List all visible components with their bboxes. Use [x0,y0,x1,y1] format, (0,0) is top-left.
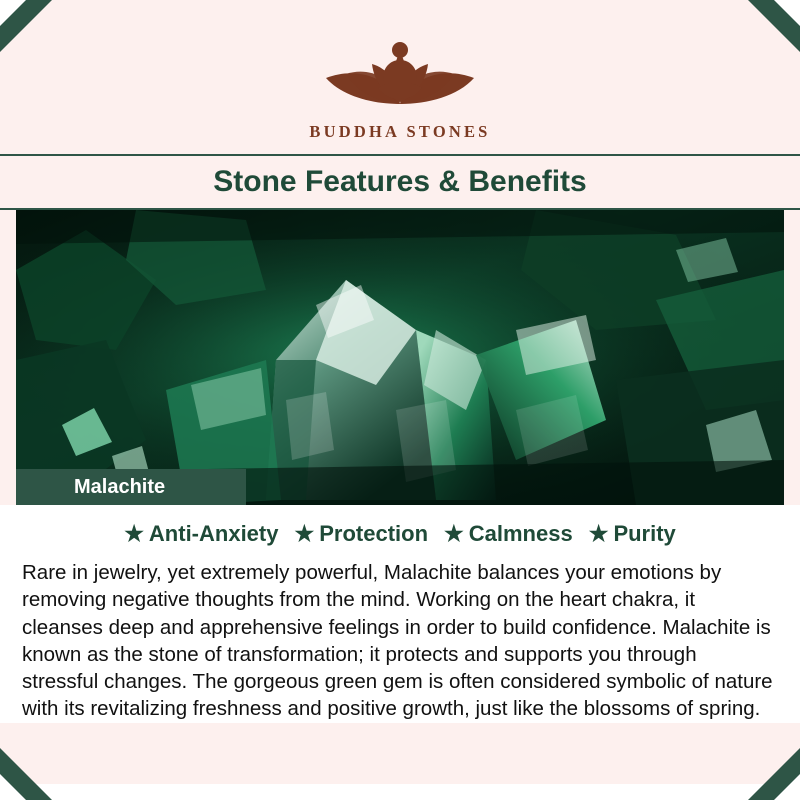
star-icon: ★ [588,521,609,546]
bottom-spacer [0,784,800,800]
benefit-item [589,521,676,547]
star-icon: ★ [294,521,315,546]
star-icon: ★ [124,521,144,546]
section-title-band [0,154,800,210]
malachite-crystal-illustration [16,210,784,505]
lotus-meditation-icon [312,26,488,116]
corner-decoration-top-right-inner [774,0,800,26]
corner-decoration-bottom-right-inner [774,774,800,800]
description-text: Rare in jewelry, yet extremely powerful, Malachite balances your emotions by removing negative thoughts from the mind. Working on the heart chakra, it cleanses deep and apprehensive feelings in order to build confidence. Malachite is known as the stone of transformation; it protects and supports you through stressful changes. The gorgeous green gem is often considered symbolic of nature with its revitalizing freshness and positive growth, just like the blossoms of spring. [0,553,800,723]
brand-name: BUDDHA STONES [309,122,491,141]
star-icon: ★ [444,521,464,546]
benefits-row [0,505,800,553]
hero-image [16,210,784,505]
benefit-label: Protection [319,521,429,546]
benefit-label: Anti-Anxiety [148,521,279,546]
page-title: Stone Features & Benefits [213,165,587,198]
benefit-label: Calmness [468,521,573,546]
corner-decoration-bottom-left-inner [0,774,26,800]
hero-caption: Malachite [16,469,246,505]
benefit-label: Purity [613,521,676,546]
benefit-item [294,521,428,547]
corner-decoration-top-left-inner [0,0,26,26]
brand-header [0,0,800,142]
benefit-item [124,521,278,547]
benefit-item [444,521,573,547]
